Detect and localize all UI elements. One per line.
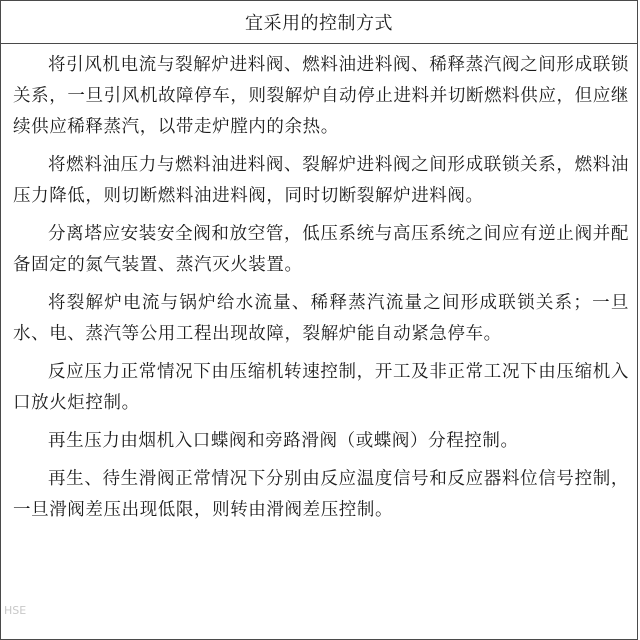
watermark-text: HSE [4, 604, 27, 617]
paragraph-regeneration-pressure-control: 再生压力由烟机入口蝶阀和旁路滑阀（或蝶阀）分程控制。 [48, 431, 519, 451]
paragraph-slide-valve-control: 再生、待生滑阀正常情况下分别由反应温度信号和反应器料位信号控制，一旦滑阀差压出现低限，则转由滑阀差压控制。 [13, 469, 629, 520]
table-body [1, 44, 637, 526]
paragraph-cracking-furnace-emergency-stop: 将裂解炉电流与锅炉给水流量、稀释蒸汽流量之间形成联锁关系；一旦水、电、蒸汽等公用工程出现故障，裂解炉能自动紧急停车。 [13, 293, 629, 344]
paragraph-fuel-oil-pressure-interlock: 将燃料油压力与燃料油进料阀、裂解炉进料阀之间形成联锁关系，燃料油压力降低，则切断燃料油进料阀，同时切断裂解炉进料阀。 [13, 155, 629, 206]
paragraph-separation-tower-safety: 分离塔应安装安全阀和放空管，低压系统与高压系统之间应有逆止阀并配备固定的氮气装置、蒸汽灭火装置。 [13, 224, 629, 275]
paragraph-reaction-pressure-control: 反应压力正常情况下由压缩机转速控制，开工及非正常工况下由压缩机入口放火炬控制。 [13, 362, 629, 413]
table-header: 宜采用的控制方式 [1, 1, 637, 44]
paragraph-induced-draft-fan-interlock: 将引风机电流与裂解炉进料阀、燃料油进料阀、稀释蒸汽阀之间形成联锁关系，一旦引风机故障停车，则裂解炉自动停止进料并切断燃料供应，但应继续供应稀释蒸汽，以带走炉膛内的余热。 [13, 55, 629, 137]
